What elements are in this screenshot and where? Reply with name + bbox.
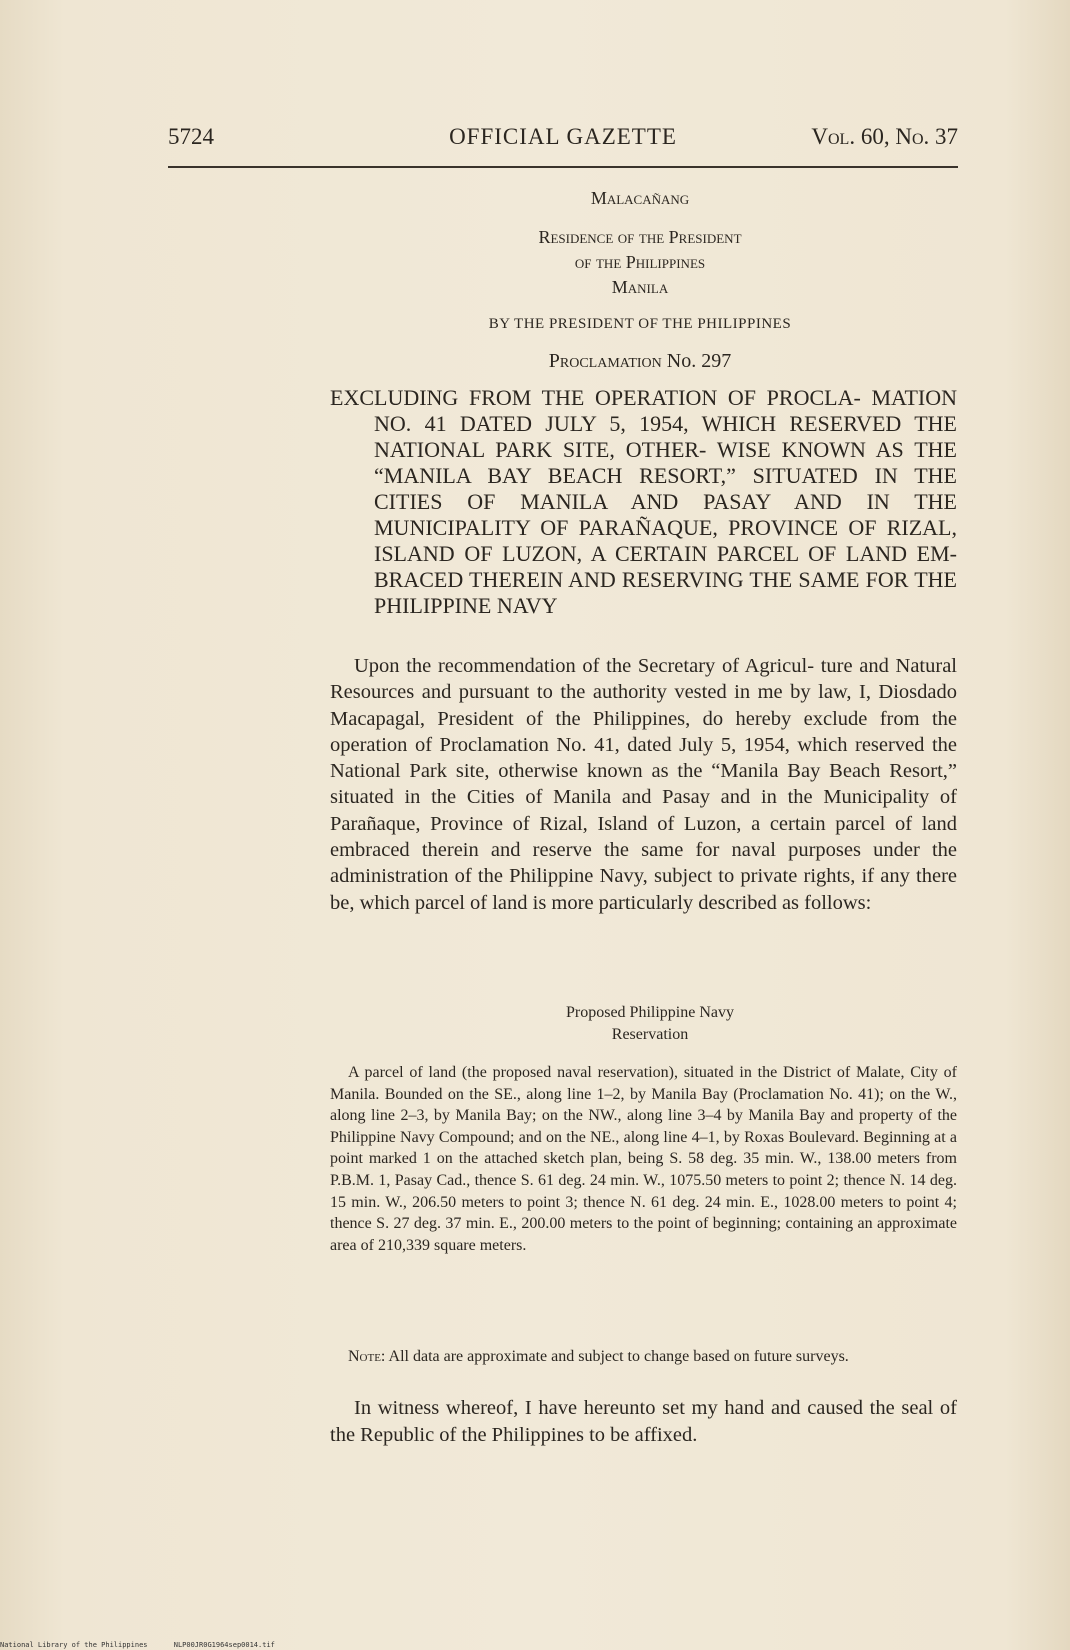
- office-address: [330, 225, 950, 300]
- footer-library: National Library of the Philippines: [0, 1641, 148, 1649]
- proclamation-label: Proclamation: [548, 350, 662, 372]
- office-country: of the Philippines: [574, 252, 706, 272]
- closing-paragraph: In witness whereof, I have hereunto set my hand and caused the seal of the Republic of the Philippines to be affixed.: [330, 1397, 957, 1446]
- proclamation-title-first: EXCLUDING FROM THE OPERATION OF PROCLA-: [330, 385, 861, 410]
- land-description: A parcel of land (the proposed naval reservation), situated in the District of Malate, City of Manila. Bounded on the SE., along line 1–2, by Manila Bay (Proclamation No. 41); on the W., along line 2–3, by Manila Bay; on the NW., along line 3–4 by Manila Bay and property of the Philippine Navy Compound; and on the NE., along line 4–1, by Roxas Boulevard. Beginning at a point marked 1 on the attached sketch plan, being S. 58 deg. 35 min. W., 138.00 meters from P.B.M. 1, Pasay Cad., thence S. 61 deg. 24 min. W., 1075.50 meters to point 2; thence N. 14 deg. 15 min. W., 206.50 meters to point 3; thence N. 61 deg. 24 min. E., 1028.00 meters to point 4; thence S. 27 deg. 37 min. E., 200.00 meters to the point of beginning; containing an approximate area of 210,339 square meters.: [330, 1064, 957, 1254]
- proclamation-title: [330, 385, 957, 619]
- publication-title: OFFICIAL GAZETTE: [449, 124, 677, 149]
- office-residence: Residence of the President: [538, 227, 742, 247]
- office-city: Manila: [611, 277, 669, 297]
- proclamation-number-line: [330, 350, 950, 373]
- body-paragraph: Upon the recommendation of the Secretary of Agricul- ture and Natural Resources and pursuant to the authority vested in me by law, I, Diosdado Macapagal, President of the Philippines, do hereby exclude from the operation of Proclamation No. 41, dated July 5, 1954, which reserved the National Park site, otherwise known as the “Manila Bay Beach Resort,” situated in the Cities of Manila and Pasay and in the Municipality of Parañaque, Province of Rizal, Island of Luzon, a certain parcel of land embraced therein and reserve the same for naval purposes under the administration of the Philippine Navy, subject to private rights, if any there be, which parcel of land is more particularly described as follows:: [330, 655, 957, 914]
- note-text: All data are approximate and subject to change based on future surveys.: [388, 1348, 849, 1365]
- note: [348, 1346, 957, 1368]
- note-label: Note:: [348, 1348, 386, 1365]
- page-number: 5724: [168, 124, 214, 149]
- byline: BY THE PRESIDENT OF THE PHILIPPINES: [488, 316, 792, 332]
- proclamation-title-rest: MATION NO. 41 DATED JULY 5, 1954, WHICH RESERVED THE NATIONAL PARK SITE, OTHER- WISE KNOWN AS THE “MANILA BAY BEACH RESORT,” SITUATED IN THE CITIES OF MANILA AND PASAY AND IN THE MUNICIPALITY OF PARAÑAQUE, PROVINCE OF RIZAL, ISLAND OF LUZON, A CERTAIN PARCEL OF LAND EM- BRACED THEREIN AND RESERVING THE SAME FOR THE PHILIPPINE NAVY: [374, 385, 957, 618]
- subheading-line2: Reservation: [611, 1026, 689, 1043]
- proclamation-number: No. 297: [666, 350, 732, 372]
- footer-file-id: NLP00JR0G1964sep0014.tif: [173, 1641, 275, 1649]
- volume-number: Vol. 60, No. 37: [811, 124, 958, 149]
- office-name: Malacañang: [590, 188, 690, 208]
- running-header: [168, 124, 958, 158]
- header-rule: [168, 166, 958, 168]
- scan-footer: [0, 1641, 600, 1649]
- subheading-line1: Proposed Philippine Navy: [566, 1004, 734, 1021]
